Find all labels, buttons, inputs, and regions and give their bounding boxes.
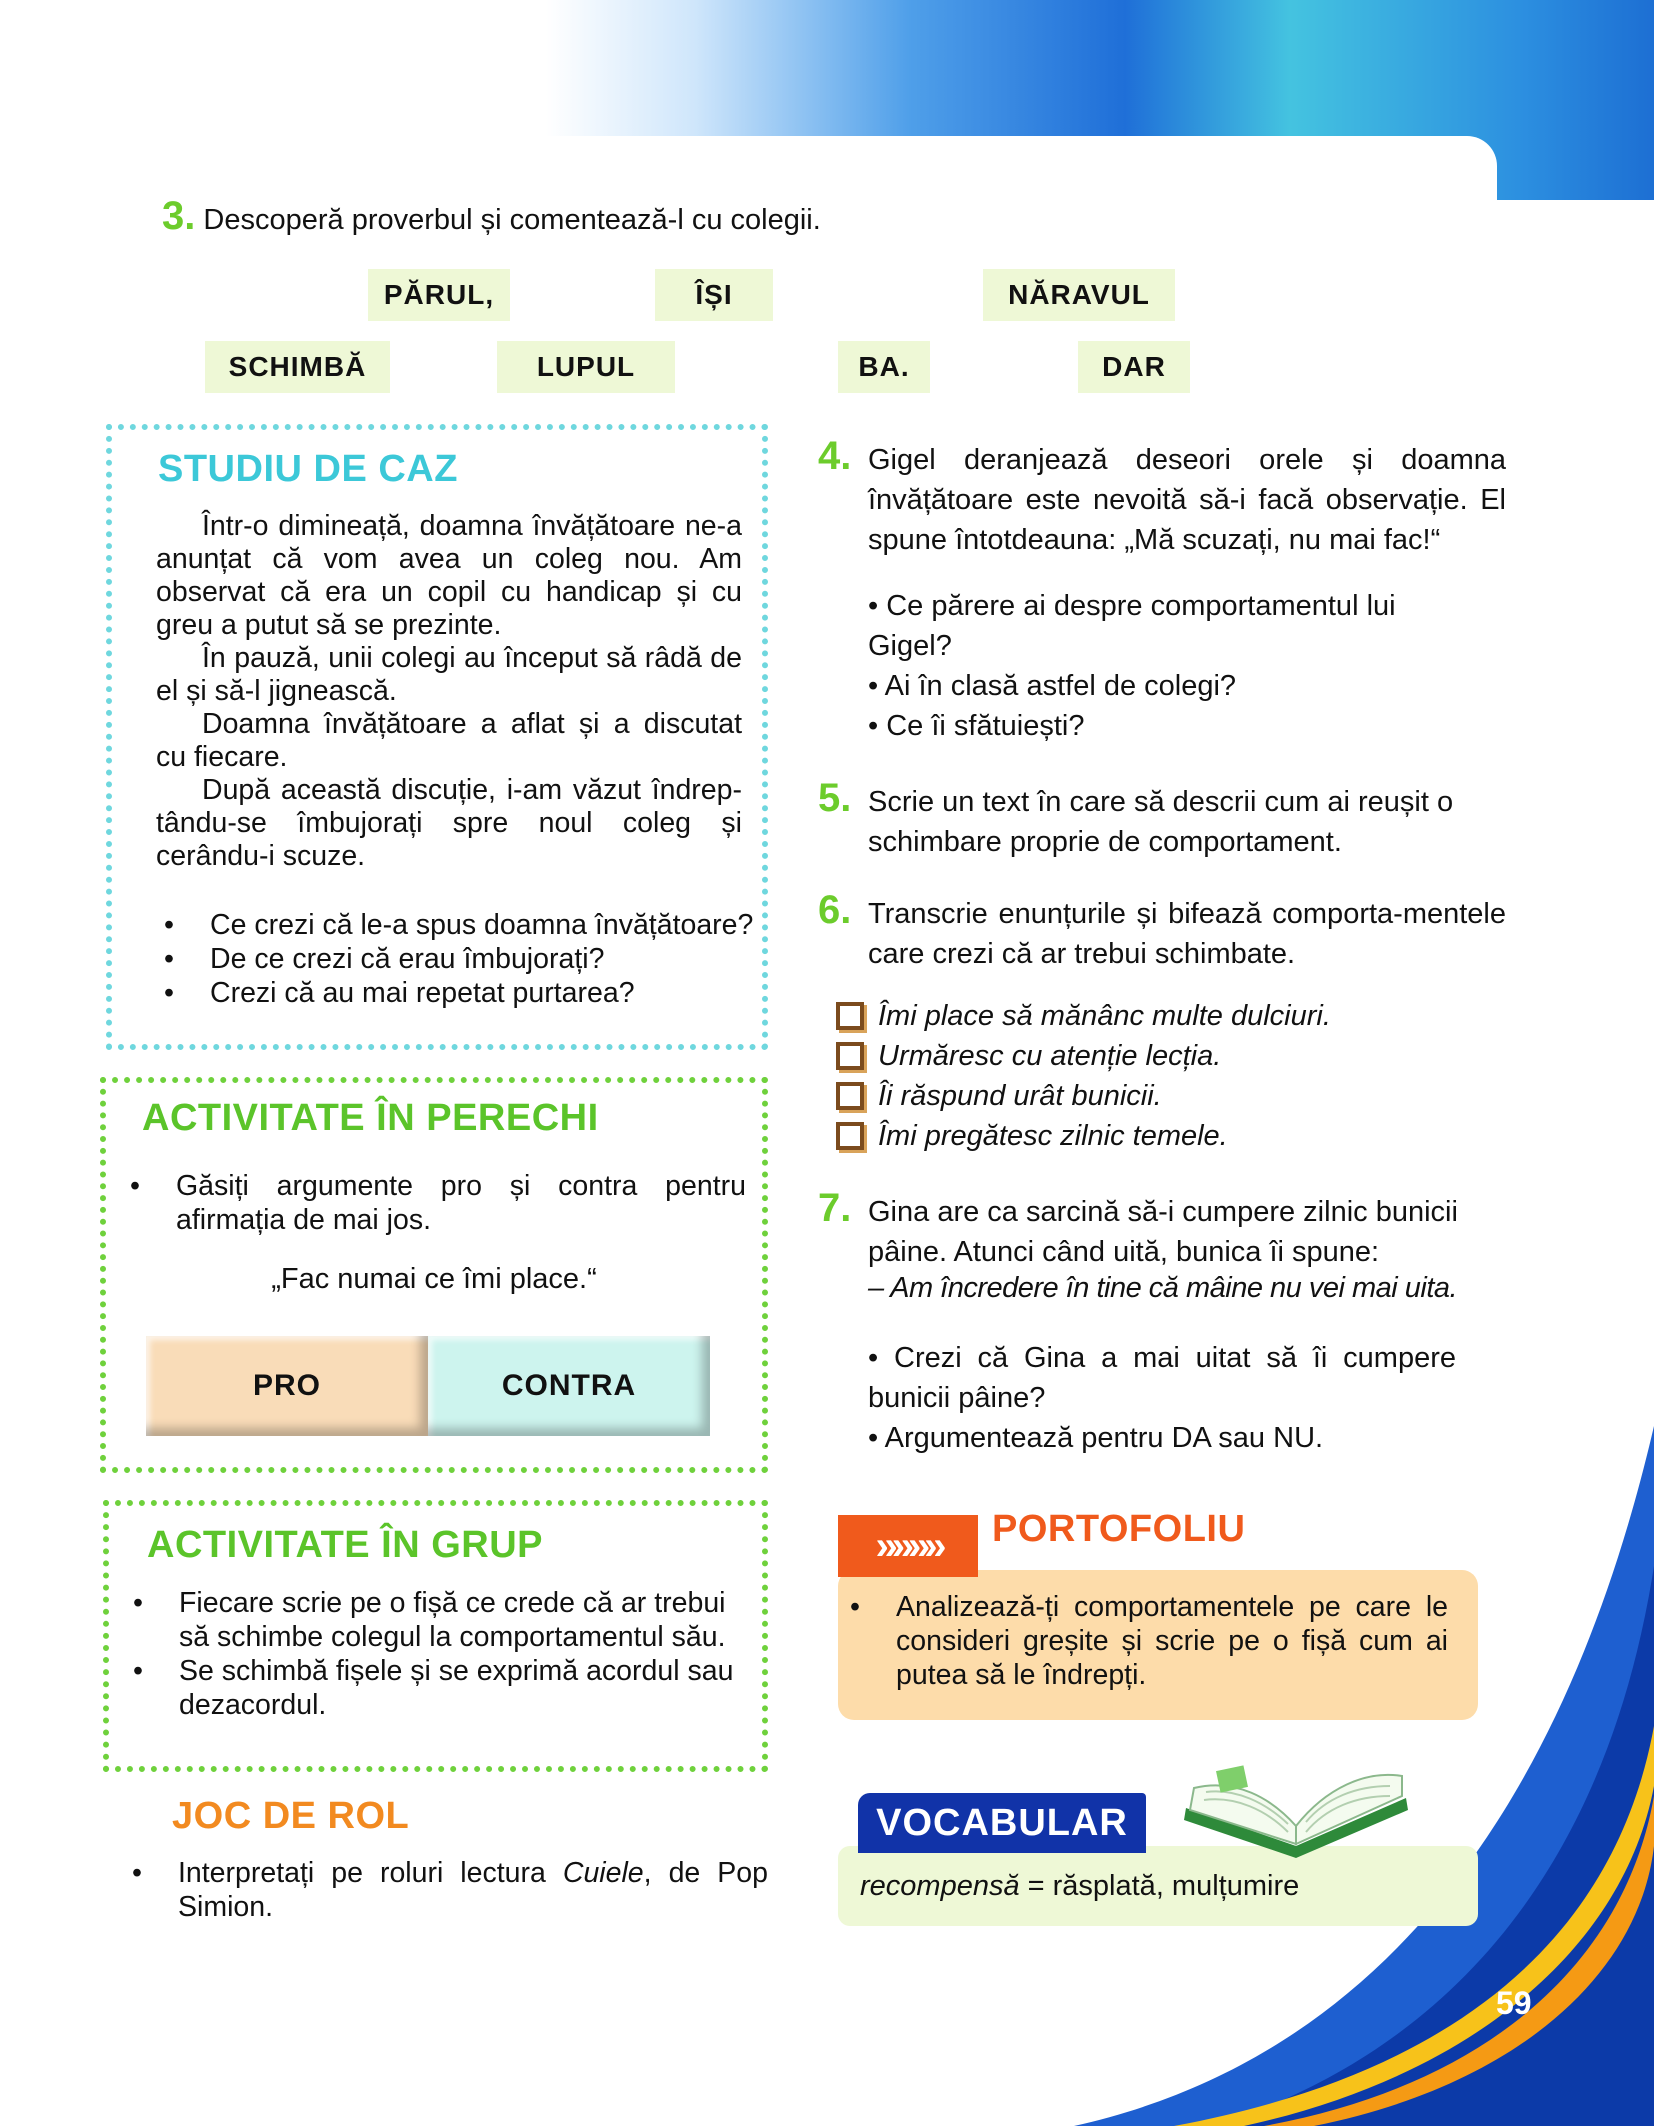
pairs-quote: „Fac numai ce îmi place.“ <box>271 1263 597 1295</box>
page-number: 59 <box>1496 1985 1532 2021</box>
task4-question: • Ce îi sfătuiești? <box>868 710 1085 742</box>
role-play-text-end: , de Pop Simion. <box>178 1857 768 1923</box>
vocabulary-entry <box>860 1870 1299 1903</box>
task6-block <box>818 890 1506 974</box>
checkbox[interactable] <box>836 1042 864 1070</box>
task4-question: • Ai în clasă astfel de colegi? <box>868 670 1237 702</box>
word-tile[interactable]: DAR <box>1078 341 1190 393</box>
task4-text: Gigel deranjează deseori orele și doamna învățătoare este nevoită să-i facă observație. El spune întotdeauna: „Mă scuzați, nu mai fac!“ <box>868 444 1506 556</box>
question-item: • Crezi că au mai repetat purtarea? <box>160 976 760 1010</box>
pro-button[interactable]: PRO <box>146 1336 428 1436</box>
checklist-item <box>836 1116 1331 1156</box>
case-study-title: STUDIU DE CAZ <box>158 448 458 490</box>
checklist-label: Îi răspund urât bunicii. <box>878 1079 1162 1112</box>
pairs-activity-box <box>100 1077 768 1473</box>
word-tile[interactable]: PĂRUL, <box>368 269 510 321</box>
task6-checklist <box>836 996 1331 1156</box>
case-study-paragraph: Într-o dimineață, doamna învățătoare ne-a anunțat că vom avea un coleg nou. Am observat că era un copil cu handicap și cu greu a putut să se prezinte. <box>156 510 742 641</box>
vocabulary-title: VOCABULAR <box>858 1793 1146 1853</box>
case-study-paragraph: Doamna învățătoare a aflat și a discutat cu fiecare. <box>156 708 742 773</box>
task7-block <box>818 1188 1506 1272</box>
checkbox[interactable] <box>836 1082 864 1110</box>
book-icon <box>1176 1748 1416 1858</box>
case-study-questions <box>160 908 760 1010</box>
task7-questions <box>868 1338 1456 1458</box>
case-study-box <box>106 424 768 1050</box>
group-title: ACTIVITATE ÎN GRUP <box>147 1524 544 1566</box>
task4-block <box>818 436 1506 560</box>
task7-question: • Argumentează pentru DA sau NU. <box>868 1422 1324 1454</box>
checklist-label: Urmăresc cu atenție lecția. <box>878 1039 1222 1072</box>
role-play-title-italic: Cuiele <box>562 1857 644 1889</box>
group-activity-box <box>103 1500 768 1772</box>
word-tile[interactable]: NĂRAVUL <box>983 269 1175 321</box>
group-bullet: • Se schimbă fișele și se exprimă acordul sau dezacordul. <box>129 1654 753 1722</box>
checkbox[interactable] <box>836 1122 864 1150</box>
role-play-bullet <box>128 1856 768 1924</box>
task3-text: Descoperă proverbul și comentează-l cu colegii. <box>203 204 821 236</box>
task4-number: 4. <box>818 434 852 478</box>
portfolio-title: PORTOFOLIU <box>992 1508 1246 1550</box>
task5-block <box>818 778 1506 862</box>
task7-text: Gina are ca sarcină să-i cumpere zilnic bunicii pâine. Atunci când uită, bunica îi spune: <box>868 1196 1458 1268</box>
pairs-bullet: • Găsiți argumente pro și contra pentru afirmația de mai jos. <box>126 1169 746 1237</box>
vocabulary-term: recompensă <box>860 1870 1020 1902</box>
task3-number: 3. <box>162 194 196 238</box>
role-play-bullets <box>128 1856 768 1924</box>
group-bullets <box>129 1586 753 1722</box>
word-tile[interactable]: LUPUL <box>497 341 675 393</box>
task7-question: • Crezi că Gina a mai uitat să îi cumpere bunicii pâine? <box>868 1342 1456 1414</box>
word-tile[interactable]: BA. <box>838 341 930 393</box>
checklist-item <box>836 1036 1331 1076</box>
checklist-item <box>836 996 1331 1036</box>
vocabulary-definition: = răsplată, mulțumire <box>1019 1870 1300 1902</box>
case-study-paragraph: În pauză, unii colegi au început să râdă de el și să-l jignească. <box>156 642 742 707</box>
role-play-title: JOC DE ROL <box>172 1795 410 1837</box>
pairs-bullets <box>126 1169 746 1237</box>
task4-question: • Ce părere ai despre comportamentul lui Gigel? <box>868 590 1396 662</box>
pairs-title: ACTIVITATE ÎN PERECHI <box>142 1097 599 1139</box>
case-study-paragraph: După această discuție, i-am văzut îndrep-tându-se îmbujorați spre noul coleg și cerându-i scuze. <box>156 774 742 872</box>
portfolio-arrows-icon: »»»» <box>838 1515 978 1577</box>
task7-quote: – Am încredere în tine că mâine nu vei mai uita. <box>868 1272 1458 1304</box>
contra-button[interactable]: CONTRA <box>428 1336 710 1436</box>
portfolio-bullets <box>846 1590 1448 1692</box>
checklist-label: Îmi place să mănânc multe dulciuri. <box>878 999 1331 1032</box>
word-tile[interactable]: ÎȘI <box>655 269 773 321</box>
task4-questions <box>868 586 1428 746</box>
checkbox[interactable] <box>836 1002 864 1030</box>
question-item: • De ce crezi că erau îmbujorați? <box>160 942 760 976</box>
portfolio-bullet: • Analizează-ți comportamentele pe care le consideri greșite și scrie pe o fișă cum ai putea să le îndrepți. <box>846 1590 1448 1692</box>
task6-number: 6. <box>818 888 852 932</box>
word-tile[interactable]: SCHIMBĂ <box>205 341 390 393</box>
group-bullet: • Fiecare scrie pe o fișă ce crede că ar trebui să schimbe colegul la comportamentul său. <box>129 1586 753 1654</box>
portfolio-box <box>838 1570 1478 1720</box>
task7-number: 7. <box>818 1186 852 1230</box>
checklist-label: Îmi pregătesc zilnic temele. <box>878 1119 1228 1152</box>
task5-text: Scrie un text în care să descrii cum ai reușit o schimbare proprie de comportament. <box>868 786 1454 858</box>
checklist-item <box>836 1076 1331 1116</box>
question-item: • Ce crezi că le-a spus doamna învățătoare? <box>160 908 760 942</box>
task6-text: Transcrie enunțurile și bifează comporta-mentele care crezi că ar trebui schimbate. <box>868 898 1506 970</box>
role-play-text: Interpretați pe roluri lectura <box>178 1857 563 1889</box>
task5-number: 5. <box>818 776 852 820</box>
task3-heading <box>162 196 962 240</box>
case-study-text <box>156 510 742 873</box>
